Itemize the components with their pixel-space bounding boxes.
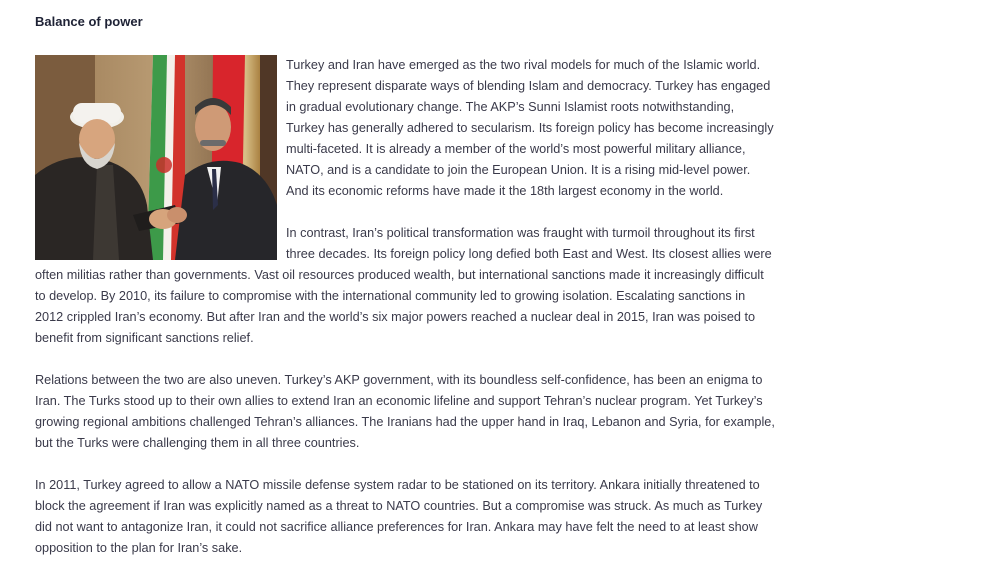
image-wrap-spacer xyxy=(35,55,277,252)
paragraph-4: In 2011, Turkey agreed to allow a NATO missile defense system radar to be stationed on its territory. Ankara initially threatened to block the agreement if Iran was explicitly named as a threat to NATO countries. But a compromise was struck. As much as Turkey did not want to antagonize Iran, it could not sacrifice alliance preferences for Iran. Ankara may have felt the need to at least show opposition to the plan for Iran’s sake. xyxy=(35,478,763,555)
section-title: Balance of power xyxy=(35,14,143,29)
paragraph-2: In contrast, Iran’s political transformation was fraught with turmoil throughout its first three decades. Its foreign policy long defied both East and West. Its closest allies were often militias rather than governments. Vast oil resources produced wealth, but international sanctions made it increasingly difficult to develop. By 2010, its failure to compromise with the international community led to growing isolation. Escalating sanctions in 2012 crippled Iran’s economy. But after Iran and the world’s six major powers reached a nuclear deal in 2015, Iran was poised to benefit from significant sanctions relief. xyxy=(35,226,772,345)
paragraph-1: Turkey and Iran have emerged as the two rival models for much of the Islamic world. They represent disparate ways of blending Islam and democracy. Turkey has engaged in gradual evolutionary change. The AKP’s Sunni Islamist roots notwithstanding, Turkey has generally adhered to secularism. Its foreign policy has become increasingly multi-faceted. It is already a member of the world’s most powerful military alliance, NATO, and is a candidate to join the European Union. It is a rising mid-level power. And its economic reforms have made it the 18th largest economy in the world. xyxy=(286,58,774,198)
paragraph-3: Relations between the two are also uneven. Turkey’s AKP government, with its boundless self-confidence, has been an enigma to Iran. The Turks stood up to their own allies to extend Iran an economic lifeline and support Tehran’s nuclear program. Yet Turkey’s growing regional ambitions challenged Tehran’s alliances. The Iranians had the upper hand in Iraq, Lebanon and Syria, for example, but the Turks were challenging them in all three countries. xyxy=(35,373,775,450)
article-body xyxy=(35,55,775,580)
